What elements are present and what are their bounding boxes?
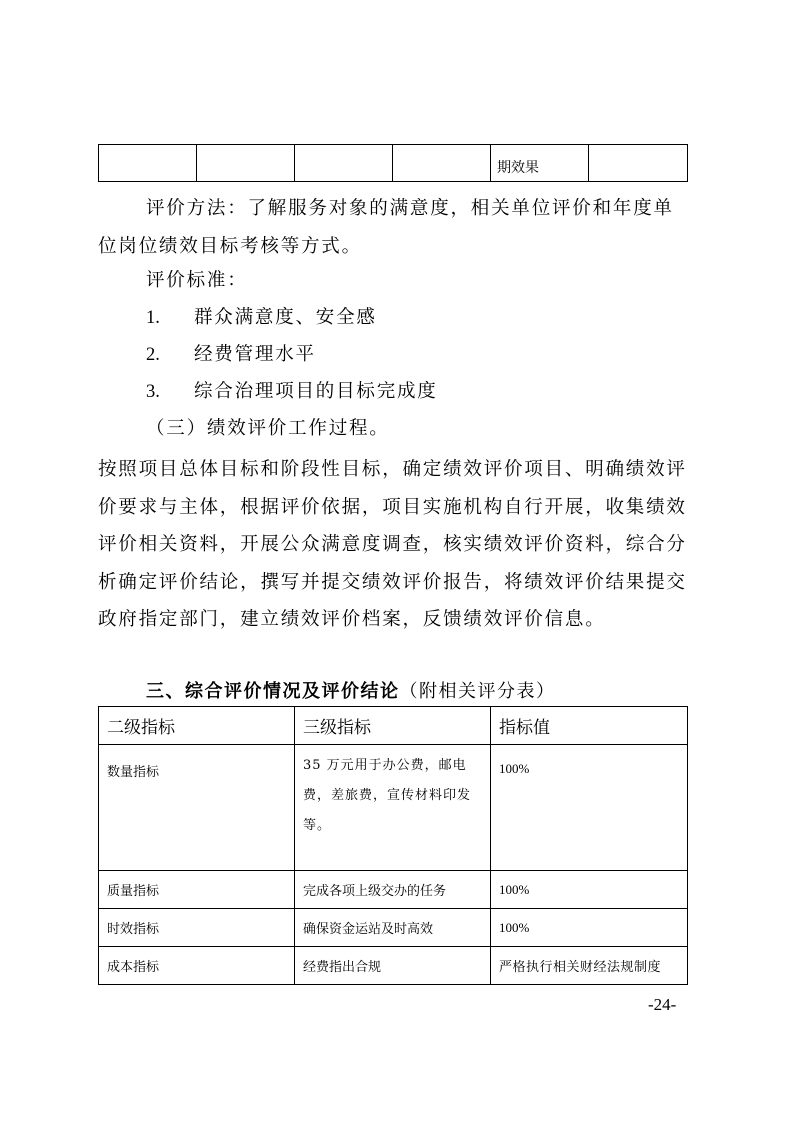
list-item-number: 1. <box>146 308 160 328</box>
cell-level3: 35 万元用于办公费，邮电费，差旅费，宣传材料印发等。 <box>295 745 491 871</box>
page-number: -24- <box>648 995 677 1014</box>
cell-level3: 确保资金运站及时高效 <box>295 909 491 947</box>
cell-level3: 完成各项上级交办的任务 <box>295 871 491 909</box>
table-row <box>99 145 688 182</box>
header-level2: 二级指标 <box>99 707 295 745</box>
table-row <box>99 871 688 909</box>
list-item <box>146 303 377 329</box>
list-item-text: 经费管理水平 <box>194 344 316 365</box>
section-title-note: （附相关评分表） <box>399 681 556 702</box>
section-title: 三、综合评价情况及评价结论 <box>146 681 400 702</box>
table-row <box>99 947 688 985</box>
process-paragraph: 按照项目总体目标和阶段性目标，确定绩效评价项目、明确绩效评价要求与主体，根据评价依据，项目实施机构自行开展，收集绩效评价相关资料，开展公众满意度调查，核实绩效评价资料，综合分析确定评价结论，撰写并提交绩效评价报告，将绩效评价结果提交政府指定部门，建立绩效评价档案，反馈绩效评价信息。 <box>98 459 687 630</box>
cell-value: 100% <box>491 909 688 947</box>
cell-level2: 成本指标 <box>99 947 295 985</box>
list-item-number: 3. <box>146 382 160 402</box>
table-cell <box>197 145 295 182</box>
list-item-text: 综合治理项目的目标完成度 <box>194 381 438 402</box>
table-header-row <box>99 707 688 745</box>
table-row <box>99 745 688 871</box>
section-heading <box>146 677 556 703</box>
list-item-text: 群众满意度、安全感 <box>194 307 377 328</box>
table-cell <box>589 145 688 182</box>
process-heading: （三）绩效评价工作过程。 <box>146 418 390 439</box>
header-value: 指标值 <box>491 707 688 745</box>
list-item <box>146 340 316 366</box>
list-item-number: 2. <box>146 345 160 365</box>
top-table <box>98 144 688 182</box>
cell-value: 严格执行相关财经法规制度 <box>491 947 688 985</box>
table-cell: 期效果 <box>491 145 589 182</box>
table-cell <box>295 145 393 182</box>
header-level3: 三级指标 <box>295 707 491 745</box>
cell-level2: 时效指标 <box>99 909 295 947</box>
cell-level3: 经费指出合规 <box>295 947 491 985</box>
table-cell <box>99 145 197 182</box>
score-table <box>98 706 688 985</box>
cell-value: 100% <box>491 745 688 871</box>
table-row <box>99 909 688 947</box>
cell-value: 100% <box>491 871 688 909</box>
evaluation-standard-label: 评价标准： <box>146 270 248 291</box>
table-cell <box>393 145 491 182</box>
cell-level2: 质量指标 <box>99 871 295 909</box>
evaluation-method-paragraph: 评价方法：了解服务对象的满意度，相关单位评价和年度单位岗位绩效目标考核等方式。 <box>98 198 674 257</box>
list-item <box>146 377 438 403</box>
cell-level2: 数量指标 <box>99 745 295 871</box>
